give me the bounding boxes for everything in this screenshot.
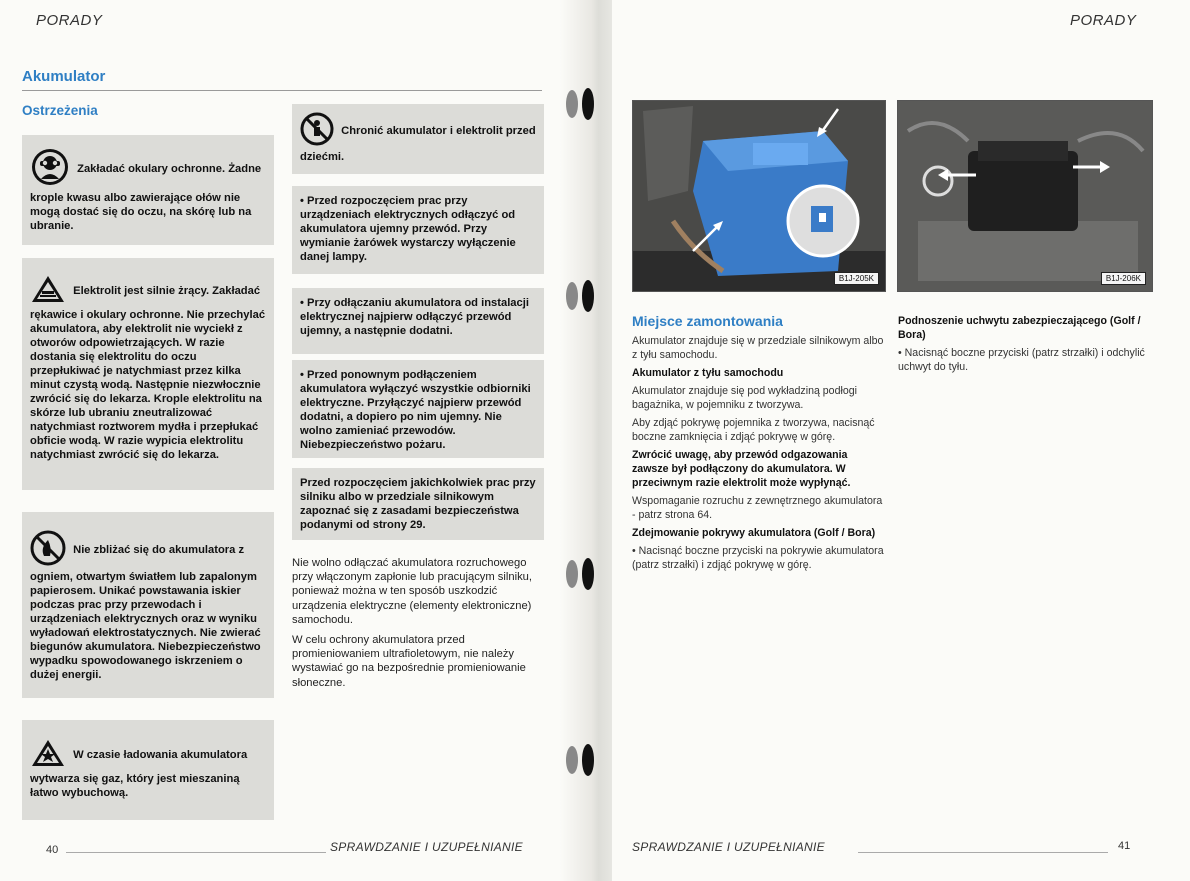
- page-header: PORADY: [1070, 12, 1137, 29]
- page-header: PORADY: [36, 12, 103, 29]
- warning-box-children: [292, 104, 544, 174]
- title-rule: [22, 90, 542, 91]
- section-title: Akumulator: [22, 68, 106, 85]
- warning-box-fire: [22, 512, 274, 698]
- binder-ring: [560, 556, 600, 592]
- warning-text: Elektrolit jest silnie żrący. Zakładać rękawice i okulary ochronne. Nie przechylać akumulatora, aby elektrolit nie wyciekł z otworów odpowietrzających. W razie dostania się elektrolitu do oczu przepłukiwać je natychmiast przez kilka minut czystą wodą. Następnie niezwłocznie zwrócić się do lekarza. Krople elektrolitu na skórze lub ubraniu zneutralizować natychmiast roztworem mydła i przepłukać obficie wodą. W razie wypicia elektrolitu natychmiast zwrócić się do lekarza.: [30, 284, 266, 461]
- child-prohibited-icon: [300, 112, 334, 150]
- paragraph: Akumulator znajduje się pod wykładziną podłogi bagażnika, w pojemniku z tworzywa.: [632, 385, 857, 411]
- paragraph: Aby zdjąć pokrywę pojemnika z tworzywa, nacisnąć boczne zamknięcia i zdjąć pokrywę w górę.: [632, 417, 875, 443]
- instruction-box-4: [292, 468, 544, 540]
- no-fire-icon: [30, 530, 66, 570]
- subheading: Akumulator z tyłu samochodu: [632, 367, 784, 379]
- warning-box-electrolyte: [22, 258, 274, 490]
- paragraph: • Nacisnąć boczne przyciski (patrz strzałki) i odchylić uchwyt do tyłu.: [898, 347, 1145, 373]
- warning-text: W czasie ładowania akumulatora wytwarza się gaz, który jest mieszaniną łatwo wybuchową.: [30, 748, 248, 799]
- instruction-text: • Przed rozpoczęciem prac przy urządzeniach elektrycznych odłączyć od akumulatora ujemny przewód. Przy wymianie żarówek wystarczy wyłączenie danej lampy.: [300, 195, 516, 263]
- paragraph: Akumulator znajduje się w przedziale silnikowym albo z tyłu samochodu.: [632, 335, 884, 361]
- warning-text: Nie zbliżać się do akumulatora z ogniem, otwartym światłem lub zapalonym papierosem. Unikać powstawania iskier podczas prac przy przewodach i urządzeniach elektrycznych oraz w wyniku wyładowań elektrostatycznych. Nie zwierać biegunów akumulatora. Niebezpieczeństwo wypadku spowodowanego iskrzeniem o dużej energii.: [30, 543, 261, 681]
- warning-text: Chronić akumulator i elektrolit przed dziećmi.: [300, 124, 536, 163]
- figure-code: B1J-206K: [1101, 272, 1146, 285]
- footer-title: SPRAWDZANIE I UZUPEŁNIANIE: [330, 840, 523, 854]
- footer-rule: [858, 852, 1108, 853]
- footer-rule: [66, 852, 326, 853]
- instruction-text: • Przed ponownym podłączeniem akumulatora wyłączyć wszystkie odbiorniki elektryczne. Przyłączyć najpierw przewód dodatni, a dopiero po nim ujemny. Nie wolno zamieniać przewodów. Niebezpieczeństwo pożaru.: [300, 369, 531, 451]
- explosion-warning-icon: [30, 738, 66, 772]
- footer-title: SPRAWDZANIE I UZUPEŁNIANIE: [632, 840, 825, 854]
- installation-location-section: [632, 314, 886, 576]
- binder-ring: [560, 742, 600, 778]
- paragraph: • Nacisnąć boczne przyciski na pokrywie akumulatora (patrz strzałki) i zdjąć pokrywę w górę.: [632, 545, 884, 571]
- instruction-text: • Przy odłączaniu akumulatora od instalacji elektrycznej najpierw odłączyć przewód ujemny, a następnie dodatni.: [300, 297, 529, 337]
- warning-text: Zakładać okulary ochronne. Żadne krople kwasu albo zawierające ołów nie mogą dostać się do oczu, na skórę lub na ubranie.: [30, 162, 262, 232]
- warning-triangle-icon: [30, 274, 66, 308]
- bracket-photo-illustration: [898, 101, 1152, 291]
- page-number: 40: [46, 844, 59, 856]
- binder-ring: [560, 86, 600, 122]
- retaining-bracket-photo: [897, 100, 1153, 292]
- caution-text: Zwrócić uwagę, aby przewód odgazowania zawsze był podłączony do akumulatora. W przeciwnym razie elektrolit może wypłynąć.: [632, 449, 851, 489]
- battery-photo-illustration: [633, 101, 885, 291]
- battery-cover-photo: [632, 100, 886, 292]
- section-title: Miejsce zamontowania: [632, 313, 783, 329]
- right-page: [612, 0, 1190, 881]
- goggles-icon: [30, 147, 70, 191]
- instruction-box-2: [292, 288, 544, 354]
- binder-ring: [560, 278, 600, 314]
- paragraph: Wspomaganie rozruchu z zewnętrznego akumulatora - patrz strona 64.: [632, 495, 883, 521]
- page-number: 41: [1118, 840, 1131, 852]
- subheading: Zdejmowanie pokrywy akumulatora (Golf / Bora): [632, 527, 876, 539]
- section-subtitle: Ostrzeżenia: [22, 103, 98, 118]
- warning-box-goggles: [22, 135, 274, 245]
- left-page: [0, 0, 580, 881]
- paragraph: W celu ochrony akumulatora przed promieniowaniem ultrafioletowym, nie należy wystawiać go na bezpośrednie promieniowanie słoneczne.: [292, 634, 526, 689]
- figure-code: B1J-205K: [834, 272, 879, 285]
- note-text: [292, 556, 542, 696]
- instruction-text: Przed rozpoczęciem jakichkolwiek prac przy silniku albo w przedziale silnikowym zapoznać się z zasadami bezpieczeństwa podanymi od strony 29.: [300, 477, 536, 531]
- subheading: Podnoszenie uchwytu zabezpieczającego (Golf / Bora): [898, 315, 1141, 341]
- instruction-box-3: [292, 360, 544, 458]
- bracket-section: [898, 314, 1152, 378]
- instruction-box-1: [292, 186, 544, 274]
- warning-box-gas: [22, 720, 274, 820]
- paragraph: Nie wolno odłączać akumulatora rozruchowego przy włączonym zapłonie lub pracującym silniku, ponieważ można w ten sposób uszkodzić urządzenia elektryczne (elementy elektroniczne) samochodu.: [292, 557, 533, 626]
